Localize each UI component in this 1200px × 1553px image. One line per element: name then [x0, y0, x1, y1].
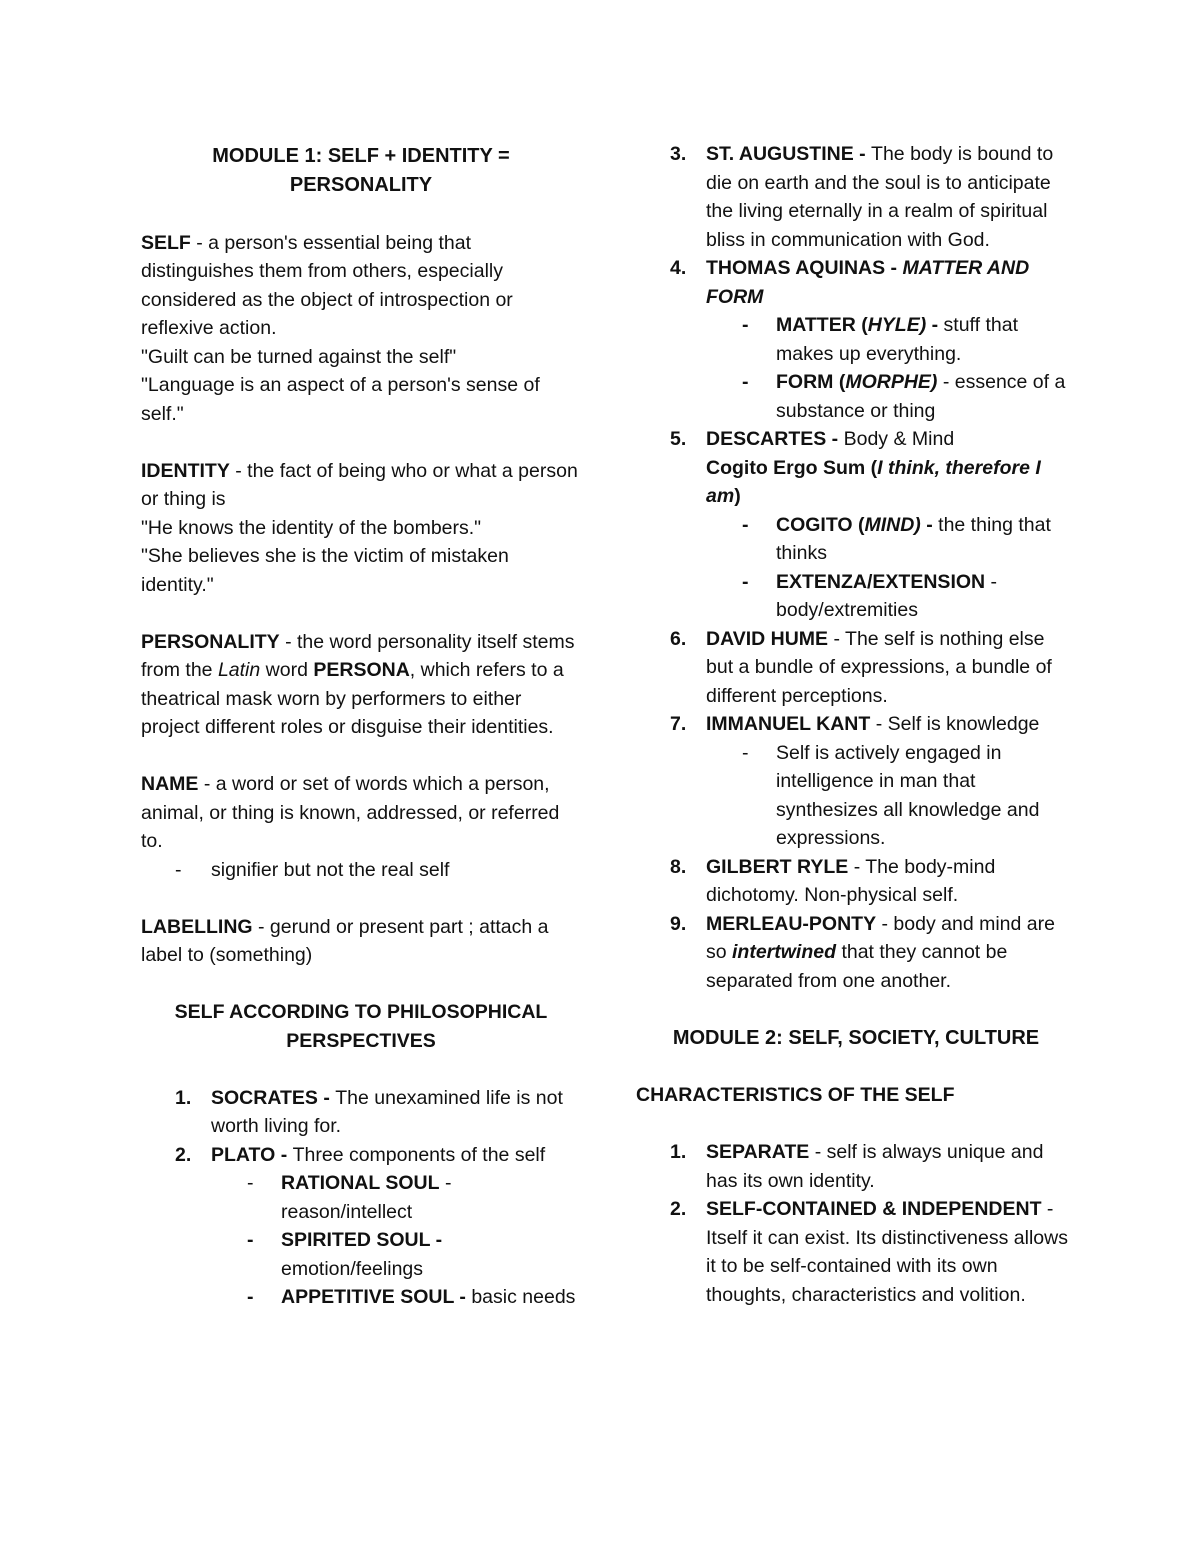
- aquinas-sub-list: [706, 311, 1076, 425]
- philosopher-aquinas: [636, 254, 1076, 425]
- philosopher-augustine: [636, 140, 1076, 254]
- sub-term-italic: HYLE): [867, 314, 927, 336]
- characteristic-self-contained: [636, 1195, 1076, 1309]
- philosopher-text-2: that they cannot be separated from one another.: [706, 941, 1008, 992]
- spacer: [141, 200, 581, 229]
- philosopher-text: - Self is knowledge: [870, 713, 1040, 735]
- identity-term: IDENTITY: [141, 459, 230, 482]
- spacer: [636, 995, 1076, 1024]
- philosophers-list-part-2: [636, 140, 1076, 995]
- philosopher-text: Body & Mind: [843, 428, 955, 450]
- philosopher-text: - The self is nothing else but a bundle of expressions, a bundle of different perceptions.: [706, 627, 1052, 707]
- characteristic-name: SEPARATE: [706, 1141, 810, 1163]
- characteristic-text: - self is always unique and has its own identity.: [706, 1141, 1044, 1192]
- spacer: [141, 742, 581, 771]
- identity-definition: [141, 457, 581, 514]
- philosopher-socrates: [141, 1084, 581, 1141]
- sub-term: EXTENZA/EXTENSION: [776, 570, 986, 593]
- characteristic-name: SELF-CONTAINED & INDEPENDENT: [706, 1198, 1042, 1220]
- philosopher-name: DESCARTES -: [706, 428, 844, 450]
- philosopher-descartes: [636, 425, 1076, 625]
- philosopher-name: THOMAS AQUINAS -: [706, 257, 903, 279]
- name-definition: [141, 770, 581, 856]
- soul-text: emotion/feelings: [281, 1257, 424, 1280]
- philosopher-name: MERLEAU-PONTY: [706, 912, 877, 935]
- personality-text-2: word: [260, 659, 314, 681]
- list-item: [706, 568, 1076, 625]
- philosopher-plato: [141, 1141, 581, 1312]
- philosopher-name: IMMANUEL KANT: [706, 713, 871, 735]
- philosopher-text: The unexamined life is not worth living for.: [211, 1086, 563, 1137]
- spacer: [141, 1055, 581, 1084]
- self-example-2: "Language is an aspect of a person's sense of self.": [141, 374, 540, 425]
- philosopher-hume: [636, 625, 1076, 711]
- personality-definition: [141, 628, 581, 742]
- spacer: [141, 428, 581, 457]
- soul-term: RATIONAL SOUL: [281, 1172, 440, 1194]
- list-item: [706, 368, 1076, 425]
- name-definition-text: - a word or set of words which a person, animal, or thing is known, addressed, or referred to.: [141, 773, 560, 852]
- list-number: 1.: [175, 1086, 192, 1109]
- personality-term: PERSONALITY: [141, 630, 280, 653]
- characteristics-heading: CHARACTERISTICS OF THE SELF: [636, 1084, 955, 1106]
- plato-soul-list: [211, 1169, 581, 1312]
- philosopher-name: GILBERT RYLE: [706, 855, 849, 878]
- sub-text: Self is actively engaged in intelligence in man that synthesizes all knowledge and expressions.: [776, 741, 1040, 849]
- philosopher-text: The body is bound to die on earth and the soul is to anticipate the living eternally in a realm of spiritual bliss in communication with God.: [706, 143, 1054, 251]
- spacer: [636, 1110, 1076, 1139]
- spacer: [141, 884, 581, 913]
- philosopher-kant: [636, 710, 1076, 853]
- sub-term-italic: MORPHE): [845, 371, 938, 393]
- list-number: 7.: [670, 713, 687, 735]
- list-item: [706, 511, 1076, 568]
- dash-bullet: -: [247, 1229, 254, 1251]
- persona-term: PERSONA: [313, 659, 410, 681]
- module-1-title: [141, 142, 581, 200]
- list-item: [141, 856, 581, 885]
- list-number: 2.: [670, 1198, 687, 1220]
- module-2-title: MODULE 2: SELF, SOCIETY, CULTURE: [672, 1026, 1040, 1049]
- philosopher-name: SOCRATES -: [211, 1086, 336, 1109]
- list-number: 3.: [670, 143, 687, 165]
- philosopher-text: - body and mind are so: [706, 912, 1055, 963]
- dash-bullet: -: [742, 570, 749, 593]
- philosopher-ryle: [636, 853, 1076, 910]
- list-item: [211, 1283, 581, 1312]
- list-number: 8.: [670, 855, 687, 878]
- dash-bullet: -: [247, 1286, 254, 1308]
- identity-example-2: "She believes she is the victim of mistaken identity.": [141, 545, 509, 596]
- dash-bullet: -: [247, 1172, 254, 1194]
- sub-term: MATTER (: [776, 314, 868, 336]
- list-number: 5.: [670, 428, 687, 450]
- name-bullet-list: [141, 856, 581, 885]
- philosopher-name: DAVID HUME: [706, 627, 829, 650]
- labelling-term: LABELLING: [141, 915, 253, 938]
- characteristic-separate: [636, 1138, 1076, 1195]
- list-number: 6.: [670, 627, 687, 650]
- cogito-close: ): [734, 485, 741, 507]
- sub-text: - essence of a substance or thing: [776, 371, 1066, 422]
- list-item: [706, 311, 1076, 368]
- identity-definition-text: - the fact of being who or what a person or thing is: [141, 459, 578, 510]
- module-1-title-line-1: MODULE 1: SELF + IDENTITY =: [212, 145, 510, 167]
- labelling-definition: [141, 913, 581, 970]
- heading-line-1: SELF ACCORDING TO PHILOSOPHICAL: [174, 1001, 548, 1023]
- characteristic-text: - Itself it can exist. Its distinctiveness allows it to be self-contained with its own thoughts, characteristics and volition.: [706, 1198, 1068, 1306]
- cogito-translation: I think, therefore I am: [706, 456, 1041, 507]
- sub-term-tail: -: [926, 314, 939, 336]
- latin-word: Latin: [217, 659, 261, 681]
- dash-bullet: -: [742, 741, 749, 764]
- philosophers-list-part-1: [141, 1084, 581, 1312]
- module-1-title-line-2: PERSONALITY: [289, 174, 433, 196]
- descartes-sub-list: [706, 511, 1076, 625]
- spacer: [141, 599, 581, 628]
- cogito-ergo-sum: [706, 457, 1041, 508]
- list-item: [211, 1169, 581, 1226]
- name-bullet-text: signifier but not the real self: [211, 858, 450, 881]
- list-number: 2.: [175, 1143, 192, 1166]
- intertwined-word: intertwined: [732, 941, 837, 963]
- soul-text: - reason/intellect: [281, 1172, 452, 1223]
- dash-bullet: -: [175, 858, 182, 881]
- labelling-definition-text: - gerund or present part ; attach a label to (something): [141, 915, 549, 966]
- self-definition: [141, 229, 581, 343]
- sub-text: the thing that thinks: [776, 513, 1051, 564]
- soul-term: SPIRITED SOUL -: [281, 1229, 443, 1251]
- sub-term: FORM (: [776, 371, 846, 393]
- self-definition-text: - a person's essential being that distinguishes them from others, especially considered as the object of introspection or reflexive action.: [141, 231, 513, 339]
- dash-bullet: -: [742, 513, 749, 536]
- personality-text-3: , which refers to a theatrical mask worn by performers to either project different roles or disguise their identities.: [141, 659, 564, 738]
- heading-line-2: PERSPECTIVES: [286, 1029, 436, 1052]
- kant-sub-list: [706, 739, 1076, 853]
- philosopher-text: Three components of the self: [292, 1143, 546, 1166]
- self-example-1: "Guilt can be turned against the self": [141, 345, 457, 368]
- characteristics-list: [636, 1138, 1076, 1309]
- sub-term-tail: -: [920, 513, 933, 536]
- philosopher-merleau-ponty: [636, 910, 1076, 996]
- soul-text: basic needs: [465, 1286, 576, 1308]
- sub-text: - body/extremities: [776, 570, 998, 621]
- cogito-text: Cogito Ergo Sum (: [706, 456, 878, 479]
- right-column: [636, 140, 1076, 1309]
- left-column: [141, 140, 581, 1312]
- dash-bullet: -: [742, 371, 749, 393]
- sub-term-italic: MIND): [864, 513, 921, 536]
- self-term: SELF: [141, 231, 191, 254]
- personality-text-1: - the word personality itself stems from the: [141, 630, 575, 681]
- name-term: NAME: [141, 773, 199, 795]
- philosopher-text: - The body-mind dichotomy. Non-physical self.: [706, 855, 996, 906]
- list-item: [706, 739, 1076, 853]
- soul-term: APPETITIVE SOUL -: [281, 1286, 466, 1308]
- philosopher-name: PLATO -: [211, 1143, 293, 1166]
- spacer: [141, 970, 581, 999]
- identity-example-1: "He knows the identity of the bombers.": [141, 516, 482, 539]
- list-item: [211, 1226, 581, 1283]
- matter-and-form: MATTER AND FORM: [706, 257, 1030, 308]
- list-number: 9.: [670, 912, 687, 935]
- philosopher-name: ST. AUGUSTINE -: [706, 143, 872, 165]
- philosophical-perspectives-heading: [141, 998, 581, 1055]
- sub-term: COGITO (: [776, 513, 865, 536]
- dash-bullet: -: [742, 314, 749, 336]
- list-number: 4.: [670, 257, 687, 279]
- spacer: [636, 1053, 1076, 1082]
- list-number: 1.: [670, 1141, 687, 1163]
- sub-text: stuff that makes up everything.: [776, 314, 1018, 365]
